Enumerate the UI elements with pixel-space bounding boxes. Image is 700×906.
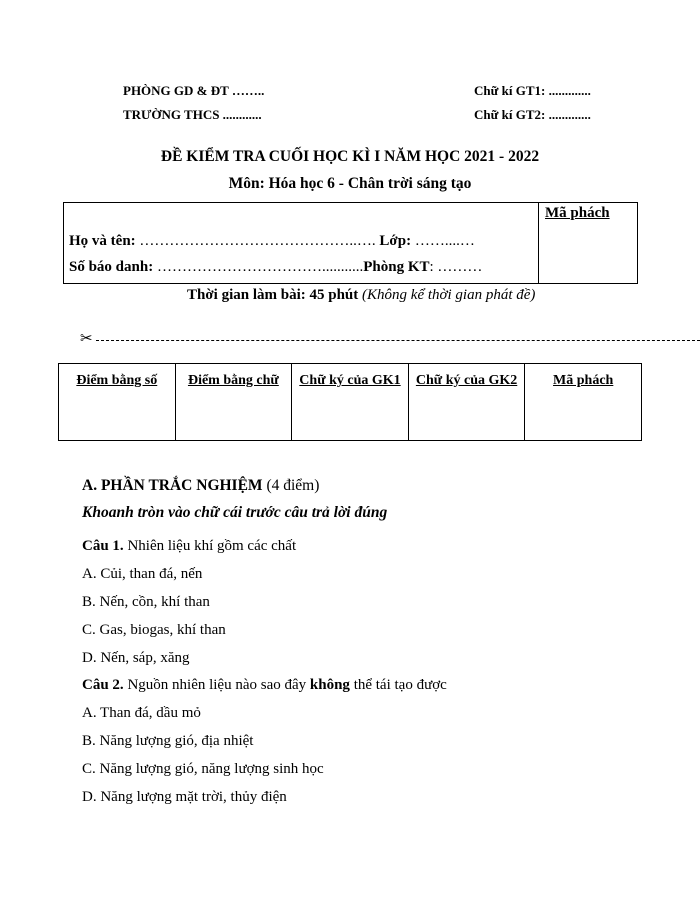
gk2-signature-header: Chữ ký của GK2	[408, 364, 525, 441]
name-label: Họ và tên:	[69, 233, 136, 249]
question-1	[82, 538, 296, 555]
question-2-text-before: Nguồn nhiên liệu nào sao đây	[123, 677, 310, 693]
time-label: Thời gian làm bài: 45 phút	[187, 287, 359, 303]
scissors-icon: ✂	[80, 329, 93, 347]
student-id-line	[69, 259, 482, 276]
section-a-heading	[82, 477, 319, 495]
student-info-box	[63, 202, 638, 284]
room-field[interactable]: : ………	[429, 259, 483, 275]
table-row	[59, 364, 642, 441]
exam-title: ĐỀ KIỂM TRA CUỐI HỌC KÌ I NĂM HỌC 2021 - 2022	[160, 148, 540, 165]
sbd-label: Số báo danh:	[69, 259, 154, 275]
q2-option-c[interactable]: C. Năng lượng gió, năng lượng sinh học	[82, 761, 324, 777]
question-2	[82, 677, 447, 694]
q1-option-b[interactable]: B. Nến, cồn, khí than	[82, 594, 210, 610]
ma-phach-label: Mã phách	[545, 205, 610, 221]
proctor2-signature-label: Chữ kí GT2: .............	[474, 107, 591, 122]
exam-subject: Môn: Hóa học 6 - Chân trời sáng tạo	[228, 175, 472, 192]
cut-line	[96, 340, 700, 341]
time-note: (Không kể thời gian phát đề)	[362, 287, 536, 303]
question-2-label: Câu 2.	[82, 677, 124, 693]
room-label: Phòng KT	[363, 259, 430, 275]
department-label: PHÒNG GD & ĐT ……..	[123, 83, 265, 98]
student-name-line	[69, 233, 475, 250]
name-field[interactable]: ……………………………………..….	[139, 233, 376, 249]
section-a-instruction: Khoanh tròn vào chữ cái trước câu trả lời đúng	[82, 504, 388, 521]
q1-option-c[interactable]: C. Gas, biogas, khí than	[82, 622, 226, 638]
sbd-field[interactable]: ……………………………...........	[156, 259, 364, 275]
question-1-text: Nhiên liệu khí gồm các chất	[123, 538, 297, 554]
question-2-text-after: thể tái tạo được	[349, 677, 447, 693]
q2-option-b[interactable]: B. Năng lượng gió, địa nhiệt	[82, 733, 254, 749]
info-box-divider	[538, 203, 539, 283]
section-a-points: (4 điểm)	[266, 477, 320, 494]
q1-option-d[interactable]: D. Nến, sáp, xăng	[82, 650, 190, 666]
gk1-signature-header: Chữ ký của GK1	[292, 364, 409, 441]
school-label: TRƯỜNG THCS ............	[123, 107, 262, 122]
class-label: Lớp:	[379, 233, 412, 249]
exam-time	[187, 287, 535, 304]
score-number-header: Điểm bằng số	[59, 364, 176, 441]
class-field[interactable]: ……....…	[414, 233, 475, 249]
q2-option-d[interactable]: D. Năng lượng mặt trời, thủy điện	[82, 789, 287, 805]
question-2-emphasis: không	[309, 677, 350, 693]
score-table	[58, 363, 642, 441]
q2-option-a[interactable]: A. Than đá, dầu mỏ	[82, 705, 201, 721]
score-words-header: Điểm bằng chữ	[175, 364, 292, 441]
proctor1-signature-label: Chữ kí GT1: .............	[474, 83, 591, 98]
ma-phach-header: Mã phách	[525, 364, 642, 441]
section-a-title: A. PHẦN TRẮC NGHIỆM	[82, 477, 263, 494]
question-1-label: Câu 1.	[82, 538, 124, 554]
q1-option-a[interactable]: A. Củi, than đá, nến	[82, 566, 203, 582]
